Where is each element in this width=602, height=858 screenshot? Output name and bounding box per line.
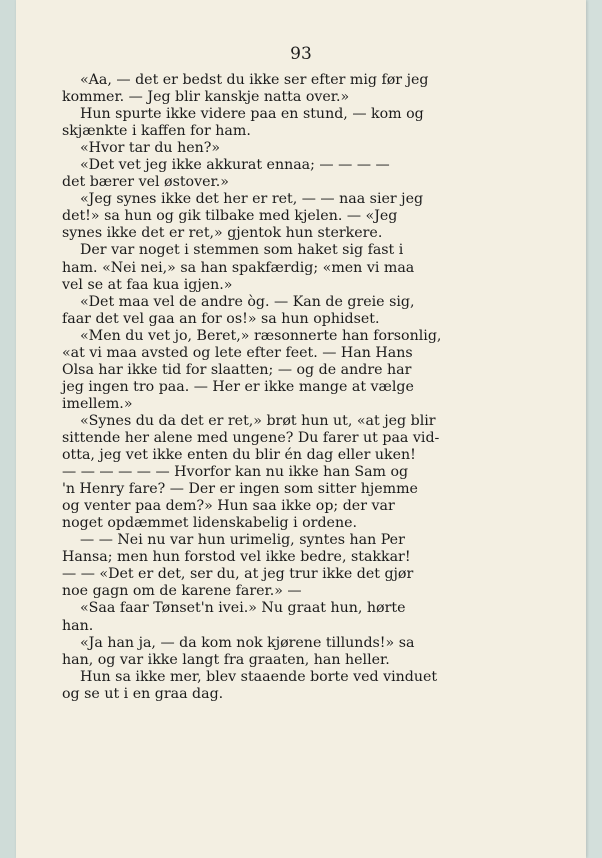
book-page: [16, 0, 586, 858]
text-line: kommer. — Jeg blir kanskje natta over.»: [62, 89, 350, 106]
background-margin-right: [586, 0, 602, 858]
text-line: Hansa; men hun forstod vel ikke bedre, stakkar!: [62, 549, 411, 566]
text-line: imellem.»: [62, 395, 133, 412]
text-line: vel se at faa kua igjen.»: [62, 276, 233, 293]
text-line: Der var noget i stemmen som haket sig fast i: [80, 242, 404, 259]
text-line: — — «Det er det, ser du, at jeg trur ikke det gjør: [62, 566, 414, 583]
text-line: «Men du vet jo, Beret,» ræsonnerte han forsonlig,: [80, 327, 442, 344]
text-line: han, og var ikke langt fra graaten, han heller.: [62, 651, 390, 668]
text-line: det!» sa hun og gik tilbake med kjelen. — «Jeg: [62, 208, 398, 225]
text-line: — — — — — — Hvorfor kan nu ikke han Sam og: [62, 464, 409, 481]
text-line: Hun spurte ikke videre paa en stund, — kom og: [80, 106, 424, 123]
text-line: «at vi maa avsted og lete efter feet. — Han Hans: [62, 344, 413, 361]
text-line: «Synes du da det er ret,» brøt hun ut, «at jeg blir: [80, 412, 436, 429]
text-line: synes ikke det er ret,» gjentok hun sterkere.: [62, 225, 383, 242]
text-line: sittende her alene med ungene? Du farer ut paa vid-: [62, 429, 440, 446]
text-line: otta, jeg vet ikke enten du blir én dag eller uken!: [62, 447, 416, 464]
text-line: og venter paa dem?» Hun saa ikke op; der var: [62, 498, 395, 515]
text-line: skjænkte i kaffen for ham.: [62, 123, 251, 140]
text-line: noe gagn om de karene farer.» —: [62, 583, 302, 600]
text-line: «Det maa vel de andre òg. — Kan de greie sig,: [80, 293, 415, 310]
text-line: noget opdæmmet lidenskabelig i ordene.: [62, 515, 357, 532]
text-line: «Det vet jeg ikke akkurat ennaa; — — — —: [80, 157, 390, 174]
text-line: det bærer vel østover.»: [62, 174, 229, 191]
text-line: Hun sa ikke mer, blev staaende borte ved vinduet: [80, 668, 438, 685]
text-line: jeg ingen tro paa. — Her er ikke mange at vælge: [62, 378, 414, 395]
text-line: «Ja han ja, — da kom nok kjørene tillunds!» sa: [80, 634, 415, 651]
page-number: 93: [290, 44, 312, 64]
text-line: — — Nei nu var hun urimelig, syntes han Per: [80, 532, 405, 549]
text-line: «Hvor tar du hen?»: [80, 140, 221, 157]
text-line: Olsa har ikke tid for slaatten; — og de andre har: [62, 361, 412, 378]
text-line: og se ut i en graa dag.: [62, 685, 224, 702]
text-line: ham. «Nei nei,» sa han spakfærdig; «men vi maa: [62, 259, 415, 276]
text-line: 'n Henry fare? — Der er ingen som sitter hjemme: [62, 481, 418, 498]
text-line: han.: [62, 617, 94, 634]
background-margin-left: [0, 0, 16, 858]
text-line: faar det vel gaa an for os!» sa hun ophidset.: [62, 310, 380, 327]
text-line: «Aa, — det er bedst du ikke ser efter mig før jeg: [80, 72, 429, 88]
text-line: «Saa faar Tønset'n ivei.» Nu graat hun, hørte: [80, 600, 406, 617]
body-text: [62, 72, 492, 703]
text-line: «Jeg synes ikke det her er ret, — — naa sier jeg: [80, 191, 424, 208]
